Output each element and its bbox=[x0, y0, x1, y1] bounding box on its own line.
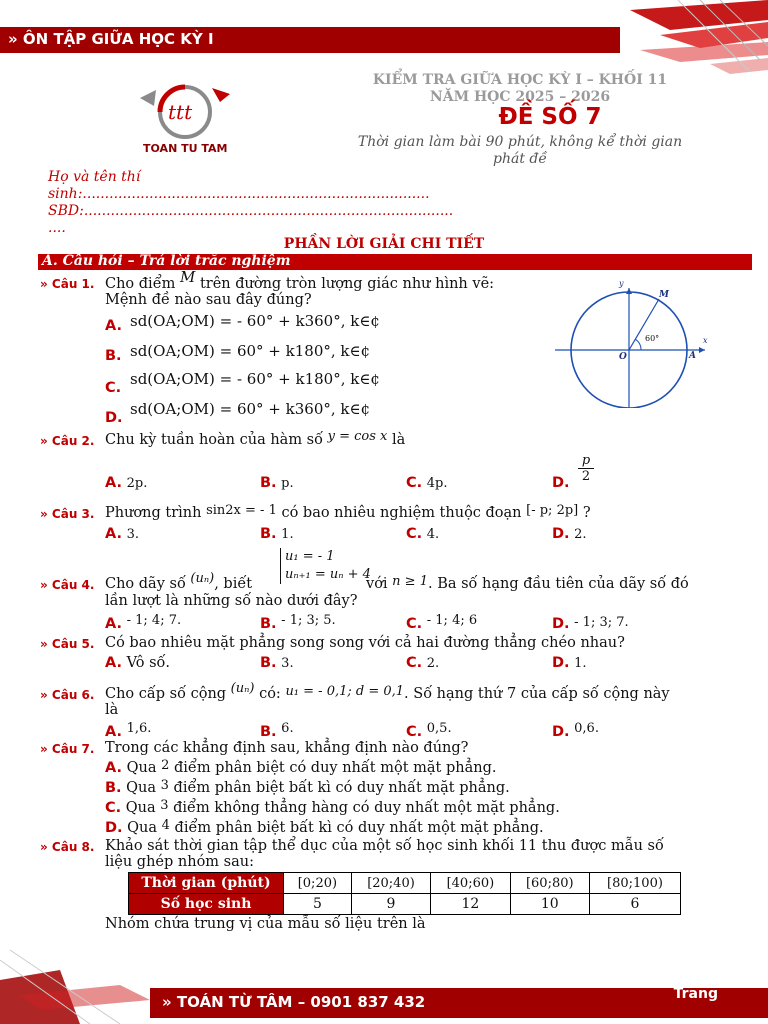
q4-option-c-key: C. bbox=[406, 616, 423, 632]
q1-option-d bbox=[105, 410, 123, 426]
q7-option-d-key: D. bbox=[105, 820, 123, 836]
q4-option-a-key: A. bbox=[105, 616, 122, 632]
q3-option-b bbox=[260, 526, 294, 542]
x-axis-label: x bbox=[703, 336, 708, 345]
q4-option-b-math: - 1; 3; 5. bbox=[281, 613, 336, 628]
q3-text-3: ? bbox=[582, 505, 591, 521]
q6-option-a bbox=[105, 721, 152, 740]
q5-option-b-key: B. bbox=[260, 655, 277, 671]
q3-option-c bbox=[406, 526, 439, 542]
q4-option-b-key: B. bbox=[260, 616, 277, 632]
sbd-line: SBD:................................................................................... bbox=[48, 203, 454, 219]
q5-label: » Câu 5. bbox=[40, 637, 95, 651]
q7-option-c-n: 3 bbox=[160, 798, 169, 813]
logo bbox=[130, 80, 240, 160]
q2-func: y = cos x bbox=[327, 429, 388, 444]
table-cell: 12 bbox=[431, 894, 510, 915]
q3-stem bbox=[105, 505, 591, 522]
q3-option-d bbox=[552, 526, 587, 542]
q3-label: » Câu 3. bbox=[40, 507, 95, 521]
q3-option-b-key: B. bbox=[260, 526, 277, 542]
student-name-line: sinh:.............................................................................. bbox=[48, 186, 430, 202]
q2-option-a-key: A. bbox=[105, 475, 122, 491]
q5-option-b bbox=[260, 655, 294, 671]
q2-text-1: Chu kỳ tuần hoàn của hàm số bbox=[105, 432, 323, 448]
footer-bar bbox=[150, 988, 768, 1018]
q3-option-a bbox=[105, 526, 139, 542]
q3-option-c-math: 4. bbox=[426, 527, 440, 542]
q2-option-b-math: p. bbox=[281, 476, 294, 491]
q7-option-a bbox=[105, 760, 496, 776]
q4-text-2: , biết bbox=[214, 576, 253, 592]
q6-option-d-key: D. bbox=[552, 724, 570, 740]
exam-title: KIỂM TRA GIỮA HỌC KỲ I – KHỐI 11 bbox=[372, 72, 668, 88]
q1-option-a-key: A. bbox=[105, 318, 122, 334]
q2-text-2: là bbox=[391, 432, 406, 448]
q4-option-b bbox=[260, 613, 336, 632]
q7-option-a-n: 2 bbox=[161, 758, 170, 773]
q2-option-a bbox=[105, 475, 147, 491]
q4-cond: n ≥ 1 bbox=[392, 574, 428, 589]
q1-option-b bbox=[105, 348, 122, 364]
student-info bbox=[48, 169, 453, 237]
q4-seq: (uₙ) bbox=[190, 571, 215, 586]
q4-option-d bbox=[552, 616, 629, 632]
table-header-count: Số học sinh bbox=[129, 894, 284, 915]
q7-option-b-post: điểm phân biệt bất kì có duy nhất mặt phẳng. bbox=[173, 780, 510, 796]
q4-option-c bbox=[406, 613, 478, 632]
q2-label: » Câu 2. bbox=[40, 434, 95, 448]
q2-option-c-math: 4p. bbox=[426, 476, 448, 491]
q7-option-d-pre: Qua bbox=[127, 820, 158, 836]
q5-option-a bbox=[105, 655, 170, 671]
sbd-line-cont: .... bbox=[48, 220, 66, 236]
point-m-label: M bbox=[659, 290, 669, 300]
q4-system-line-2: uₙ₊₁ = uₙ + 4 bbox=[285, 567, 371, 582]
q2-option-d-den: 2 bbox=[581, 469, 591, 484]
q7-option-b bbox=[105, 780, 510, 796]
point-a-label: A bbox=[689, 351, 696, 361]
exam-code: ĐỀ SỐ 7 bbox=[498, 104, 602, 130]
q5-option-b-math: 3. bbox=[281, 656, 294, 671]
table-cell: [0;20) bbox=[284, 873, 352, 894]
table-cell: [80;100) bbox=[589, 873, 680, 894]
q1-text-2: trên đường tròn lượng giác như hình vẽ: bbox=[199, 276, 495, 292]
table-cell: [40;60) bbox=[431, 873, 510, 894]
section-title: PHẦN LỜI GIẢI CHI TIẾT bbox=[283, 236, 485, 252]
q5-option-a-text: Vô số. bbox=[126, 655, 171, 671]
q2-option-c bbox=[406, 475, 448, 491]
q6-text-1: Cho cấp số cộng bbox=[105, 686, 227, 702]
q1-text-1: Cho điểm bbox=[105, 276, 176, 292]
q7-stem: Trong các khẳng định sau, khẳng định nào đúng? bbox=[105, 740, 469, 756]
q3-option-b-math: 1. bbox=[281, 527, 294, 542]
q4-text-1: Cho dãy số bbox=[105, 576, 186, 592]
q1-option-a-math: sd(OA;OM) = - 60° + k360°, k∈¢ bbox=[130, 312, 380, 330]
table-cell: 5 bbox=[284, 894, 352, 915]
q3-option-c-key: C. bbox=[406, 526, 423, 542]
q3-text-2: có bao nhiêu nghiệm thuộc đoạn bbox=[281, 505, 522, 521]
q5-option-d bbox=[552, 655, 587, 671]
top-banner bbox=[0, 27, 620, 53]
q5-option-c-key: C. bbox=[406, 655, 423, 671]
q2-option-a-math: 2p. bbox=[126, 476, 148, 491]
q4-label: » Câu 4. bbox=[40, 578, 95, 592]
q1-option-b-math: sd(OA;OM) = 60° + k180°, k∈¢ bbox=[130, 342, 371, 360]
q3-text-1: Phương trình bbox=[105, 505, 202, 521]
q5-option-c bbox=[406, 655, 439, 671]
table-cell: 9 bbox=[351, 894, 430, 915]
q8-data-table bbox=[128, 872, 681, 915]
q2-option-d-num: p bbox=[578, 453, 594, 469]
q7-option-a-key: A. bbox=[105, 760, 122, 776]
table-cell: 10 bbox=[510, 894, 589, 915]
table-cell: 6 bbox=[589, 894, 680, 915]
q1-option-d-math: sd(OA;OM) = 60° + k360°, k∈¢ bbox=[130, 400, 371, 418]
q3-option-d-key: D. bbox=[552, 526, 570, 542]
q1-label: » Câu 1. bbox=[40, 277, 95, 291]
q2-stem bbox=[105, 429, 406, 449]
q6-stem-cont: là bbox=[105, 702, 119, 718]
q1-option-c-math: sd(OA;OM) = - 60° + k180°, k∈¢ bbox=[130, 370, 380, 388]
page-label: Trang bbox=[673, 986, 718, 1002]
table-row bbox=[129, 873, 681, 894]
angle-label: 60° bbox=[645, 334, 660, 343]
q1-option-a bbox=[105, 318, 122, 334]
y-axis-label: y bbox=[619, 279, 624, 288]
q4-text-3: với bbox=[366, 576, 388, 592]
time-note bbox=[330, 134, 710, 168]
q3-interval: [- p; 2p] bbox=[526, 503, 579, 518]
banner-text: » ÔN TẬP GIỮA HỌC KỲ I bbox=[8, 30, 214, 48]
q6-option-a-key: A. bbox=[105, 724, 122, 740]
q6-stem bbox=[105, 681, 670, 703]
q3-option-a-math: 3. bbox=[126, 527, 140, 542]
q6-option-c bbox=[406, 721, 452, 740]
q7-option-b-n: 3 bbox=[160, 778, 169, 793]
q6-seq: (uₙ) bbox=[230, 681, 255, 696]
q7-option-d-post: điểm phân biệt bất kì có duy nhất một mặt phẳng. bbox=[174, 820, 544, 836]
q4-text-4: . Ba số hạng đầu tiên của dãy số đó bbox=[427, 576, 689, 592]
q3-option-a-key: A. bbox=[105, 526, 122, 542]
q1-point: M bbox=[179, 268, 196, 286]
q4-option-d-key: D. bbox=[552, 616, 570, 632]
q7-option-a-post: điểm phân biệt có duy nhất một mặt phẳng. bbox=[173, 760, 497, 776]
table-cell: [20;40) bbox=[351, 873, 430, 894]
q2-option-b-key: B. bbox=[260, 475, 277, 491]
q1-option-d-key: D. bbox=[105, 410, 123, 426]
section-a-title: A. Câu hỏi – Trả lời trắc nghiệm bbox=[42, 253, 291, 269]
q4-option-d-math: - 1; 3; 7. bbox=[574, 615, 629, 630]
section-a-bar bbox=[38, 254, 752, 270]
q2-option-d-fraction bbox=[578, 453, 594, 484]
q7-option-d-n: 4 bbox=[161, 818, 170, 833]
q6-given: u₁ = - 0,1; d = 0,1 bbox=[285, 684, 405, 699]
q4-system-line-1: u₁ = - 1 bbox=[285, 549, 335, 564]
logo-mark: ttt bbox=[168, 100, 193, 124]
q7-option-c-pre: Qua bbox=[125, 800, 156, 816]
q6-label: » Câu 6. bbox=[40, 688, 95, 702]
origin-label: O bbox=[619, 352, 627, 362]
table-cell: [60;80) bbox=[510, 873, 589, 894]
q1-stem bbox=[105, 268, 495, 293]
q5-stem: Có bao nhiêu mặt phẳng song song với cả hai đường thẳng chéo nhau? bbox=[105, 635, 625, 651]
q7-option-d bbox=[105, 820, 544, 836]
footer-brand: » TOÁN TỪ TÂM – 0901 837 432 bbox=[162, 993, 426, 1011]
q8-stem-line-2: liệu ghép nhóm sau: bbox=[105, 854, 254, 870]
student-name-label: Họ và tên thí bbox=[48, 169, 141, 185]
q2-option-c-key: C. bbox=[406, 475, 423, 491]
q7-option-c bbox=[105, 800, 560, 816]
q8-label: » Câu 8. bbox=[40, 840, 95, 854]
q4-stem bbox=[105, 571, 253, 593]
q1-option-c-key: C. bbox=[105, 380, 122, 396]
q6-option-d bbox=[552, 721, 599, 740]
q7-option-a-pre: Qua bbox=[126, 760, 157, 776]
q5-option-a-key: A. bbox=[105, 655, 122, 671]
corner-decoration-bottom bbox=[0, 940, 160, 1024]
q4-stem-right bbox=[366, 576, 689, 593]
x-arrow-icon bbox=[699, 347, 705, 353]
q6-text-2: có: bbox=[259, 686, 281, 702]
q6-option-c-math: 0,5. bbox=[426, 721, 452, 736]
q4-option-a-math: - 1; 4; 7. bbox=[126, 613, 182, 628]
q6-option-b-key: B. bbox=[260, 724, 277, 740]
q6-option-b-math: 6. bbox=[281, 721, 294, 736]
q2-option-b bbox=[260, 475, 294, 491]
table-row bbox=[129, 894, 681, 915]
q5-option-c-math: 2. bbox=[426, 656, 440, 671]
q3-option-d-math: 2. bbox=[574, 527, 587, 542]
q7-option-c-key: C. bbox=[105, 800, 122, 816]
q6-option-d-math: 0,6. bbox=[574, 721, 599, 736]
table-header-time: Thời gian (phút) bbox=[129, 873, 284, 894]
q1-option-c bbox=[105, 380, 121, 396]
angle-arc bbox=[635, 339, 641, 350]
q7-option-c-post: điểm không thẳng hàng có duy nhất một mặt phẳng. bbox=[173, 800, 560, 816]
q5-option-d-math: 1. bbox=[574, 656, 587, 671]
logo-text: TOAN TU TAM bbox=[143, 142, 228, 155]
q3-eq: sin2x = - 1 bbox=[206, 503, 277, 518]
q5-option-d-key: D. bbox=[552, 655, 570, 671]
q6-option-a-math: 1,6. bbox=[126, 721, 152, 736]
q8-stem-line-1: Khảo sát thời gian tập thể dục của một số học sinh khối 11 thu được mẫu số bbox=[105, 838, 664, 854]
q7-option-b-pre: Qua bbox=[126, 780, 157, 796]
trig-circle-figure bbox=[555, 278, 715, 408]
q6-text-3: . Số hạng thứ 7 của cấp số cộng này bbox=[404, 686, 670, 702]
q6-option-b bbox=[260, 721, 294, 740]
q4-option-a bbox=[105, 613, 182, 632]
q2-option-d bbox=[552, 475, 570, 491]
y-arrow-icon bbox=[626, 288, 632, 294]
q2-option-d-key: D. bbox=[552, 475, 570, 491]
school-year: NĂM HỌC 2025 – 2026 bbox=[429, 89, 611, 105]
q4-system bbox=[280, 548, 371, 584]
time-note-line-2: phát đề bbox=[493, 151, 547, 167]
q7-label: » Câu 7. bbox=[40, 742, 95, 756]
q1-option-b-key: B. bbox=[105, 348, 122, 364]
q1-question: Mệnh đề nào sau đây đúng? bbox=[105, 292, 312, 308]
q4-question: lần lượt là những số nào dưới đây? bbox=[105, 593, 358, 609]
q6-option-c-key: C. bbox=[406, 724, 423, 740]
q4-option-c-math: - 1; 4; 6 bbox=[426, 613, 478, 628]
q7-option-b-key: B. bbox=[105, 780, 122, 796]
q8-question: Nhóm chứa trung vị của mẫu số liệu trên là bbox=[105, 916, 426, 932]
time-note-line-1: Thời gian làm bài 90 phút, không kể thời gian bbox=[357, 134, 683, 150]
